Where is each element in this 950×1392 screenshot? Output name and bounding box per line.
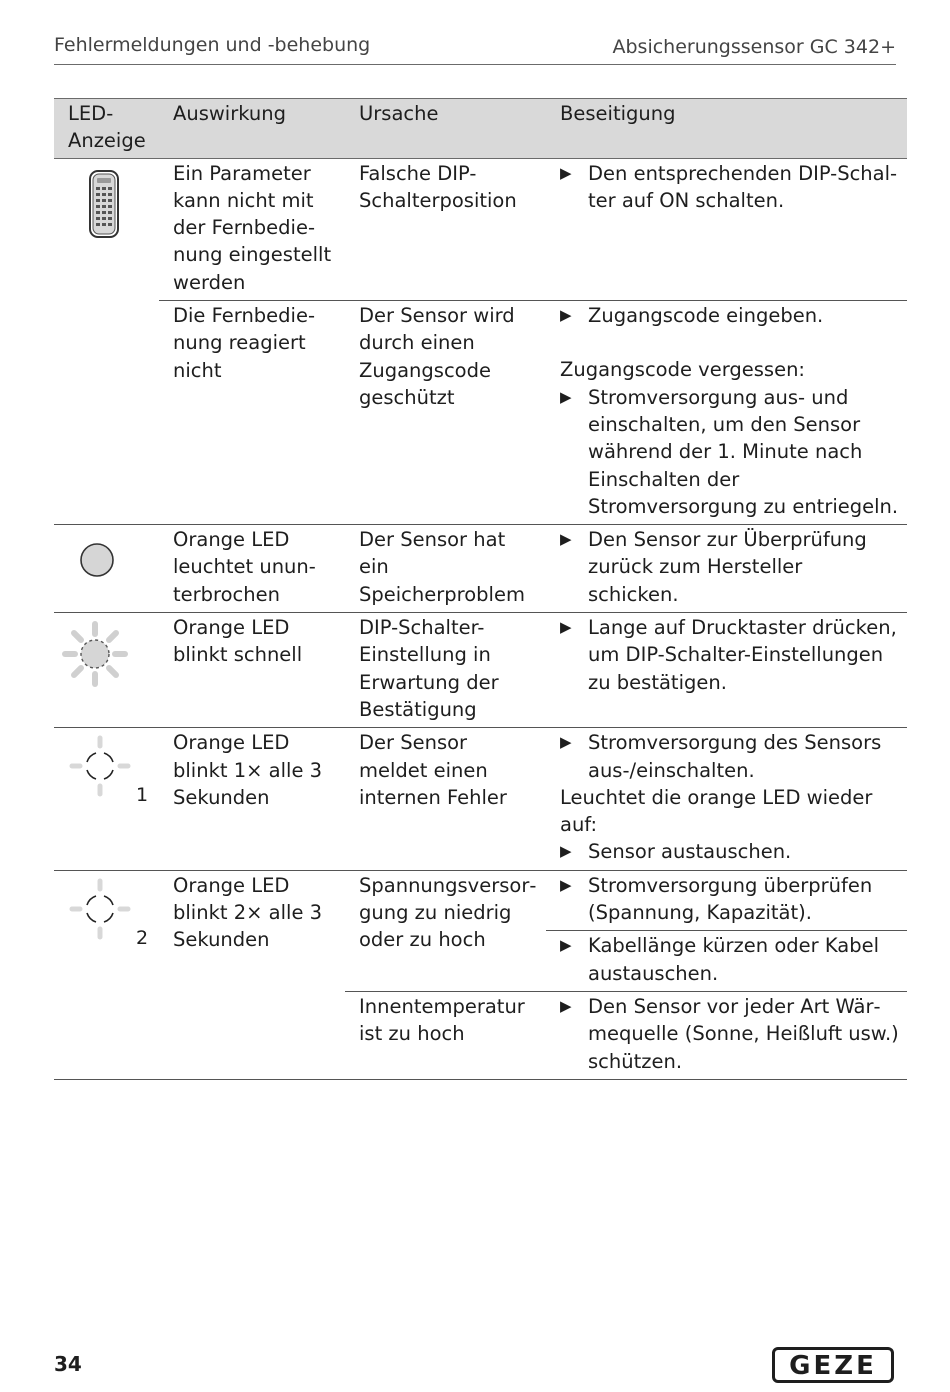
table-row [54, 728, 907, 870]
fix-bullet [560, 932, 899, 987]
fix-note: Zugangscode vergessen: [560, 358, 805, 382]
cause-cell: Innentemperatur ist zu hoch [345, 991, 546, 1079]
cause-cell: Der Sensor hat ein Speicherproblem [345, 525, 546, 613]
effect-cell: Orange LED leuchtet ununterbrochen [159, 525, 345, 613]
led-cell-blink-2 [54, 870, 159, 1079]
col-header-effect: Auswirkung [159, 99, 345, 159]
led-cell-fast-blink [54, 613, 159, 728]
geze-logo [772, 1347, 894, 1383]
fix-text: Stromversorgung aus- und einschalten, um den Sensor während der 1. Minute nach Einschalten der Stromversorgung zu entriegeln. [588, 385, 899, 518]
fix-cell [546, 991, 907, 1079]
table-row [54, 525, 907, 613]
blink-count: 2 [136, 926, 149, 949]
fix-text: Lange auf Drucktaster drücken, um DIP-Schalter-Einstellungen zu bestätigen. [588, 616, 897, 694]
cause-cell: Spannungsversorgung zu niedrig oder zu hoch [345, 870, 546, 991]
fix-text: Sensor austauschen. [588, 840, 792, 864]
led-fast-blink-icon [62, 621, 128, 687]
svg-text:GEZE: GEZE [789, 1352, 877, 1378]
blink-count: 1 [136, 784, 149, 807]
led-cell-remote [54, 158, 159, 525]
col-header-fix: Beseitigung [546, 99, 907, 159]
col-header-led [54, 99, 159, 159]
effect-cell: Die Fernbedienung reagiert nicht [159, 301, 345, 525]
remote-control-icon [88, 169, 120, 239]
fix-text: Den Sensor vor jeder Art Wärmequelle (Sonne, Heißluft usw.) schützen. [588, 994, 899, 1073]
cause-cell: DIP-Schalter-Einstellung in Erwartung der Bestätigung [345, 613, 546, 728]
header-rule [54, 64, 896, 65]
effect-cell: Orange LED blinkt 2× alle 3 Sekunden [159, 870, 345, 1079]
table-row [54, 158, 907, 300]
effect-cell: Orange LED blinkt schnell [159, 613, 345, 728]
fix-text: Kabellänge kürzen oder Kabel austauschen. [588, 934, 880, 985]
triangle-bullet-icon: ▶ [560, 936, 572, 955]
triangle-bullet-icon: ▶ [560, 306, 572, 325]
fix-text: Den Sensor zur Überprüfung zurück zum Hersteller schicken. [588, 528, 867, 606]
fix-bullet [560, 838, 899, 865]
cause-cell: Der Sensor wird durch einen Zugangscode geschützt [345, 301, 546, 525]
triangle-bullet-icon: ▶ [560, 530, 572, 549]
effect-cell: Orange LED blinkt 1× alle 3 Sekunden [159, 728, 345, 870]
fix-cell [546, 870, 907, 931]
fix-cell [546, 728, 907, 870]
table-row [54, 870, 907, 931]
fix-cell [546, 525, 907, 613]
fix-bullet [560, 993, 899, 1075]
fix-text: Den entsprechenden DIP-Schalter auf ON schalten. [588, 161, 898, 212]
col-header-led-line2: Anzeige [68, 129, 146, 153]
led-cell-blink-1 [54, 728, 159, 870]
fix-note: Leuchtet die orange LED wieder auf: [560, 785, 873, 837]
fix-bullet [560, 614, 899, 696]
fix-bullet [560, 160, 899, 215]
geze-logo-text [778, 1352, 888, 1378]
table-row [54, 613, 907, 728]
triangle-bullet-icon: ▶ [560, 387, 572, 406]
fix-text: Stromversorgung überprüfen (Spannung, Kapazität). [588, 873, 873, 925]
running-header-left: Fehlermeldungen und -behebung [54, 34, 371, 56]
fix-cell [546, 158, 907, 300]
led-blink-icon-wrap [68, 877, 158, 957]
fix-bullet [560, 526, 899, 608]
triangle-bullet-icon: ▶ [560, 996, 572, 1015]
led-cell-steady [54, 525, 159, 613]
fix-bullet [560, 302, 899, 329]
col-header-led-line1: LED- [68, 102, 114, 125]
fix-bullet [560, 729, 899, 784]
col-header-cause: Ursache [345, 99, 546, 159]
triangle-bullet-icon: ▶ [560, 618, 572, 637]
fix-cell [546, 301, 907, 525]
running-header-right: Absicherungssensor GC 342+ [612, 36, 896, 58]
fix-cell [546, 613, 907, 728]
led-blink-icon [68, 734, 132, 798]
triangle-bullet-icon: ▶ [560, 842, 572, 861]
cause-cell: Falsche DIP-Schalterposition [359, 161, 517, 212]
page-number: 34 [54, 1352, 82, 1376]
table-row [54, 301, 907, 525]
led-blink-icon-wrap [68, 734, 158, 814]
triangle-bullet-icon: ▶ [560, 163, 572, 182]
fix-text: Stromversorgung des Sensors aus-/einschalten. [588, 731, 882, 782]
table-header-row [54, 99, 907, 159]
triangle-bullet-icon: ▶ [560, 733, 572, 752]
triangle-bullet-icon: ▶ [560, 875, 572, 894]
fix-text: Zugangscode eingeben. [588, 304, 824, 328]
led-steady-icon [78, 541, 116, 579]
fix-bullet [560, 872, 899, 927]
led-blink-icon [68, 877, 132, 941]
effect-cell: Ein Parameter kann nicht mit der Fernbedienung eingestellt werden [173, 161, 332, 294]
fix-cell [546, 931, 907, 992]
fix-bullet [560, 384, 899, 520]
fault-table [54, 98, 907, 1080]
cause-cell: Der Sensor meldet einen internen Fehler [345, 728, 546, 870]
